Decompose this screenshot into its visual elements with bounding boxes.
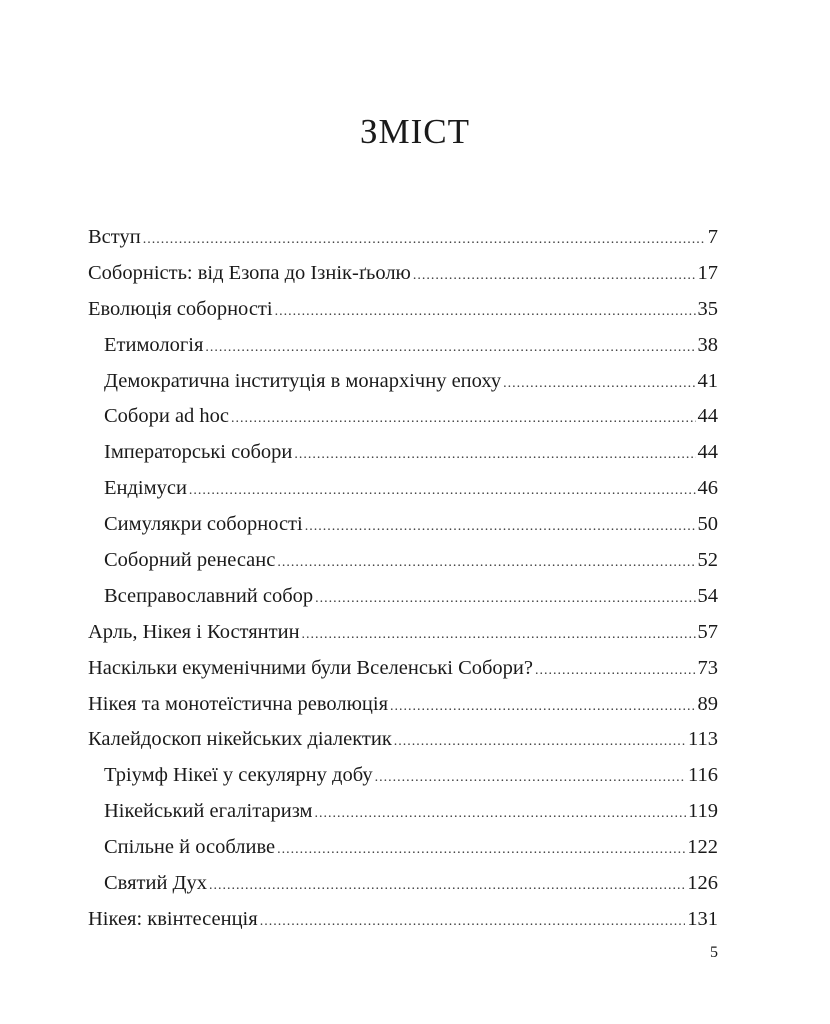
page-number: 5 (710, 944, 718, 961)
toc-entry-title: Арль, Нікея і Костянтин (88, 620, 300, 643)
toc-entry[interactable] (88, 298, 718, 334)
dot-leader (390, 699, 695, 715)
toc-entry-page: 54 (697, 584, 718, 607)
toc-entry-title: Нікейський егалітаризм (104, 800, 313, 823)
toc-entry-page: 17 (697, 261, 718, 284)
toc-entry-title: Собори ad hoc (104, 405, 230, 428)
toc-entry-title: Еволюція соборності (88, 297, 273, 320)
dot-leader (189, 483, 696, 499)
toc-entry-page: 89 (697, 692, 718, 715)
toc-entry-page: 73 (697, 656, 718, 679)
dot-leader (302, 627, 696, 643)
dot-leader (143, 232, 706, 248)
toc-entry-page: 116 (688, 764, 718, 787)
dot-leader (413, 268, 696, 284)
toc-entry[interactable] (88, 872, 718, 908)
toc-entry-title: Наскільки екуменічними були Вселенські Собори? (88, 656, 533, 679)
toc-entry-page: 38 (697, 333, 718, 356)
toc-entry[interactable] (88, 262, 718, 298)
toc-entry[interactable] (88, 405, 718, 441)
dot-leader (209, 878, 685, 894)
toc-entry[interactable] (88, 621, 718, 657)
dot-leader (294, 447, 695, 463)
table-of-contents (88, 226, 718, 944)
toc-entry[interactable] (88, 693, 718, 729)
toc-entry[interactable] (88, 549, 718, 585)
dot-leader (231, 411, 695, 427)
toc-entry-title: Калейдоскоп нікейських діалектик (88, 728, 392, 751)
toc-entry-title: Демократична інституція в монархічну епоху (104, 369, 502, 392)
toc-entry[interactable] (88, 908, 718, 944)
toc-entry-page: 44 (697, 405, 718, 428)
toc-entry-page: 122 (687, 836, 718, 859)
toc-entry[interactable] (88, 334, 718, 370)
toc-entry[interactable] (88, 728, 718, 764)
toc-entry-title: Соборний ренесанс (104, 549, 276, 572)
toc-entry-page: 126 (687, 872, 718, 895)
toc-entry-title: Святий Дух (104, 872, 208, 895)
toc-entry-page: 52 (697, 549, 718, 572)
toc-entry-title: Соборність: від Езопа до Ізнік-ґьолю (88, 261, 411, 284)
dot-leader (275, 304, 696, 320)
toc-entry-title: Нікея: квінтесенція (88, 907, 258, 930)
toc-entry-title: Імператорські собори (104, 441, 293, 464)
toc-entry[interactable] (88, 657, 718, 693)
toc-entry-title: Всеправославний собор (104, 584, 314, 607)
toc-entry-page: 113 (688, 728, 718, 751)
toc-entry-page: 57 (697, 620, 718, 643)
dot-leader (394, 734, 686, 750)
toc-entry-page: 131 (687, 907, 718, 930)
toc-entry-title: Етимологія (104, 333, 204, 356)
toc-entry[interactable] (88, 836, 718, 872)
dot-leader (315, 806, 686, 822)
toc-entry[interactable] (88, 585, 718, 621)
page-title: ЗМІСТ (359, 112, 471, 151)
dot-leader (260, 914, 686, 930)
toc-entry[interactable] (88, 477, 718, 513)
dot-leader (375, 770, 686, 786)
toc-entry-page: 35 (697, 297, 718, 320)
dot-leader (205, 340, 695, 356)
toc-entry[interactable] (88, 513, 718, 549)
dot-leader (503, 376, 695, 392)
toc-entry-title: Симулякри соборності (104, 513, 303, 536)
toc-entry-title: Тріумф Нікеї у секулярну добу (104, 764, 373, 787)
toc-entry-page: 41 (697, 369, 718, 392)
dot-leader (305, 519, 696, 535)
toc-entry[interactable] (88, 441, 718, 477)
dot-leader (535, 663, 696, 679)
toc-entry-page: 50 (697, 513, 718, 536)
toc-entry-page: 46 (697, 477, 718, 500)
dot-leader (277, 555, 695, 571)
toc-entry-page: 7 (707, 226, 718, 248)
toc-entry[interactable] (88, 764, 718, 800)
dot-leader (277, 842, 685, 858)
toc-entry[interactable] (88, 370, 718, 406)
dot-leader (315, 591, 695, 607)
toc-entry-page: 119 (688, 800, 718, 823)
toc-entry[interactable] (88, 800, 718, 836)
toc-entry-page: 44 (697, 441, 718, 464)
toc-entry[interactable] (88, 226, 718, 262)
toc-entry-title: Нікея та монотеїстична революція (88, 692, 389, 715)
toc-entry-title: Ендімуси (104, 477, 187, 500)
toc-entry-title: Спільне й особливе (104, 836, 276, 859)
toc-entry-title: Вступ (88, 226, 141, 248)
